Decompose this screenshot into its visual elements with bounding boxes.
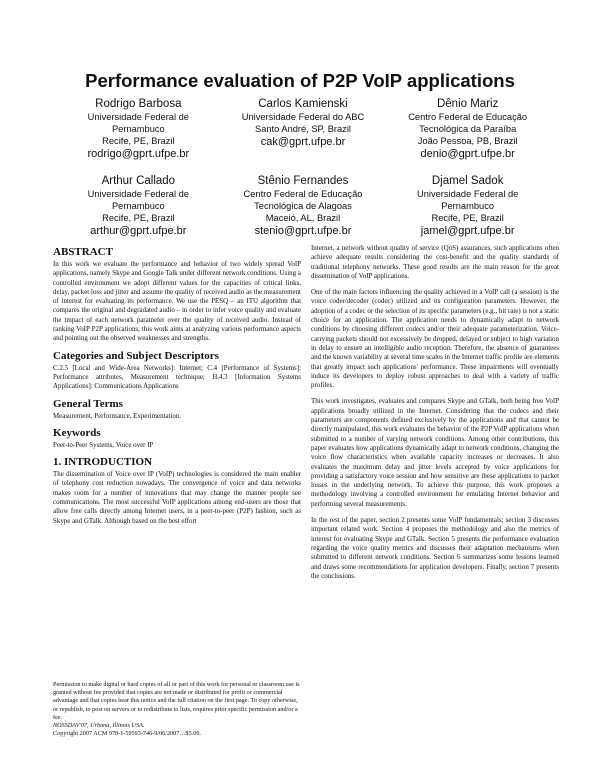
author-email: rodrigo@gprt.ufpe.br: [87, 148, 190, 160]
intro-paragraph: Internet, a network without quality of service (QoS) assurances, such applications often achieve adequate results considering the cost-benefit and the quality standards of traditional telephony networks. These good results are the main reason for the great dissemination of VoIP applications.: [311, 244, 559, 280]
author-name: Dênio Mariz: [436, 98, 499, 110]
author-affiliation-line: Maceió, AL, Brazil: [265, 213, 341, 223]
author-affiliation-line: Pernambuco: [441, 201, 495, 211]
author-affiliation-line: Recife, PE, Brazil: [102, 213, 175, 223]
author-row: [56, 174, 550, 238]
author-email: arthur@gprt.ufpe.br: [90, 225, 187, 237]
author-name: Stênio Fernandes: [257, 175, 349, 187]
categories-section: [53, 350, 301, 392]
author-affiliation-line: Santo André, SP, Brazil: [255, 124, 351, 134]
author-affiliation-line: Centro Federal de Educação: [408, 112, 528, 122]
general-terms-heading: General Terms: [53, 397, 123, 410]
author-affiliation-line: Tecnológica da Paraíba: [419, 124, 517, 134]
author-card: [221, 97, 386, 161]
right-column: [311, 244, 559, 581]
author-affiliation-line: Universidade Federal de: [87, 189, 189, 199]
author-affiliation-line: Tecnológica de Alagoas: [254, 201, 352, 211]
introduction-heading: 1. INTRODUCTION: [53, 456, 153, 469]
author-card: [56, 97, 221, 161]
author-affiliation-line: João Pessoa, PB, Brazil: [417, 136, 518, 146]
introduction-paragraph: The dissemination of Voice over IP (VoIP) technologies is considered the main enabler of telephony cost reduction nowadays. The convergence of voice and data networks makes room for a number of innovations that may change the manner people see communications. The most successful VoIP applications among end-users are those that allow free calls directly among Internet users, in a peer-to-peer (P2P) fashion, such as Skype and GTalk. Although based on the best effort: [53, 470, 301, 525]
author-name: Rodrigo Barbosa: [95, 98, 182, 110]
author-affiliation-line: Pernambuco: [111, 124, 165, 134]
author-card: [385, 174, 550, 238]
author-email: stenio@gprt.ufpe.br: [254, 225, 352, 237]
author-card: [221, 174, 386, 238]
author-row: [56, 97, 550, 161]
keywords-section: [53, 427, 301, 450]
author-name: Djamel Sadok: [431, 175, 504, 187]
permission-footnote: [53, 681, 301, 738]
keywords-text: Peer-to-Peer Systems, Voice over IP: [53, 440, 154, 449]
introduction-section: [53, 456, 301, 526]
author-card: [385, 97, 550, 161]
author-affiliation-line: Recife, PE, Brazil: [431, 213, 504, 223]
author-name: Arthur Callado: [101, 175, 176, 187]
author-block: [56, 97, 550, 251]
general-terms-text: Measurement, Performance, Experimentation.: [53, 411, 182, 420]
author-affiliation-line: Centro Federal de Educação: [243, 189, 363, 199]
author-name: Carlos Kamienski: [258, 98, 348, 110]
footnote-venue: NOSSDAV'07, Urbana, Illinois USA.: [53, 722, 145, 730]
left-column: [53, 246, 301, 526]
author-card: [56, 174, 221, 238]
author-email: denio@gprt.ufpe.br: [420, 148, 515, 160]
author-affiliation-line: Pernambuco: [111, 201, 165, 211]
categories-heading: Categories and Subject Descriptors: [53, 349, 219, 362]
intro-paragraph: One of the main factors influencing the quality achieved in a VoIP call (a session) is the voice coder/decoder (codec) utilized and its configuration parameters. However, the adoption of a codec or the selection of its specific parameters (e.g., bit rate) is not a static choice for an application. The application needs to dynamically adapt to network conditions by choosing different codecs and/or their adequate parameterization. Voice-carrying packets should not excessively be dropped, delayed or subject to high variation in delay to ensure an intelligible audio reception. Therefore, the absence of guarantees and the known variability at several time scales in the Internet traffic profile are elements that greatly impact such applications' performance. These impairments will eventually induce its developers to deploy robust approaches to deal with a variety of traffic profiles.: [311, 288, 559, 390]
categories-text: C.2.5 [Local and Wide-Area Networks]: Internet; C.4 [Performance of Systems]: Performance attributes, Measurement technique; H.4.3 [Information Systems Applications]: Communications Applications: [53, 363, 301, 391]
author-affiliation-line: Universidade Federal de: [87, 112, 189, 122]
author-affiliation-line: Recife, PE, Brazil: [102, 136, 175, 146]
general-terms-section: [53, 398, 301, 421]
author-email: cak@gprt.ufpe.br: [260, 136, 346, 148]
intro-paragraph: In the rest of the paper, section 2 presents some VoIP fundamentals; section 3 discusses important related work. Section 4 proposes the methodology and also the metrics of interest for evaluating Skype and GTalk. Section 5 presents the performance evaluation regarding the voice quality metrics and discusses their adaptation mechanisms when submitted to different network conditions. Section 6 summarizes some lessons learned and draws some recommendations for application developers. Finally, section 7 presents the conclusions.: [311, 516, 559, 580]
abstract-heading: ABSTRACT: [53, 246, 113, 258]
author-affiliation-line: Universidade Federal de: [417, 189, 519, 199]
footnote-copyright: Copyright 2007 ACM 978-1-59593-746-9/06/2007…$5.00.: [53, 730, 201, 738]
keywords-heading: Keywords: [53, 426, 101, 439]
author-email: jamel@gprt.ufpe.br: [420, 225, 515, 237]
footnote-permission-text: Permission to make digital or hard copies of all or part of this work for personal or classroom use is granted without fee provided that copies are not made or distributed for profit or commercial advantage and that copies bear this notice and the full citation on the first page. To copy otherwise, or republish, to post on servers or to redistribute to lists, requires prior specific permission and/or a fee.: [53, 681, 300, 721]
abstract-text: In this work we evaluate the performance and behavior of two widely spread VoIP applications, namely Skype and Google Talk under different network conditions. Using a controlled environment we adopt different values for the capacities of critical links, delay, packet loss and jitter and assume the quality of received audio as the measurement of interest for evaluating its performance. We use the PESQ – an ITU algorithm that compares the original and degradated audio – in order to infer voice quality and evaluate the impact of each network parameter over the quality of received audio. Instead of ranking VoIP P2P applications, this work aims at analyzing various performance aspects and pointing out the observed weaknesses and strengths.: [53, 260, 301, 343]
intro-paragraph: This work investigates, evaluates and compares Skype and GTalk, both being free VoIP applications broadly utilized in the Internet. Considering that the codecs and their parameters are components defined exclusively by the applications and that cannot be directly manipulated, this work evaluates the behavior of the P2P VoIP applications when submitted to a number of varying network conditions. Among other contributions, this paper evaluates how applications dynamically adapt to network conditions, changing the voice flow characteristics when available capacity increases or decreases. It also evaluates the maximum delay and jitter levels accepted by voice applications for providing a satisfactory voice session and how sensitive are these applications to packet losses in the underlying network. To achieve this purpose, this work proposes a methodology involving a controlled environment for emulating Internet behavior and performing several measurements.: [311, 397, 559, 508]
author-affiliation-line: Universidade Federal do ABC: [241, 112, 365, 122]
paper-title: Performance evaluation of P2P VoIP applications: [85, 70, 515, 91]
